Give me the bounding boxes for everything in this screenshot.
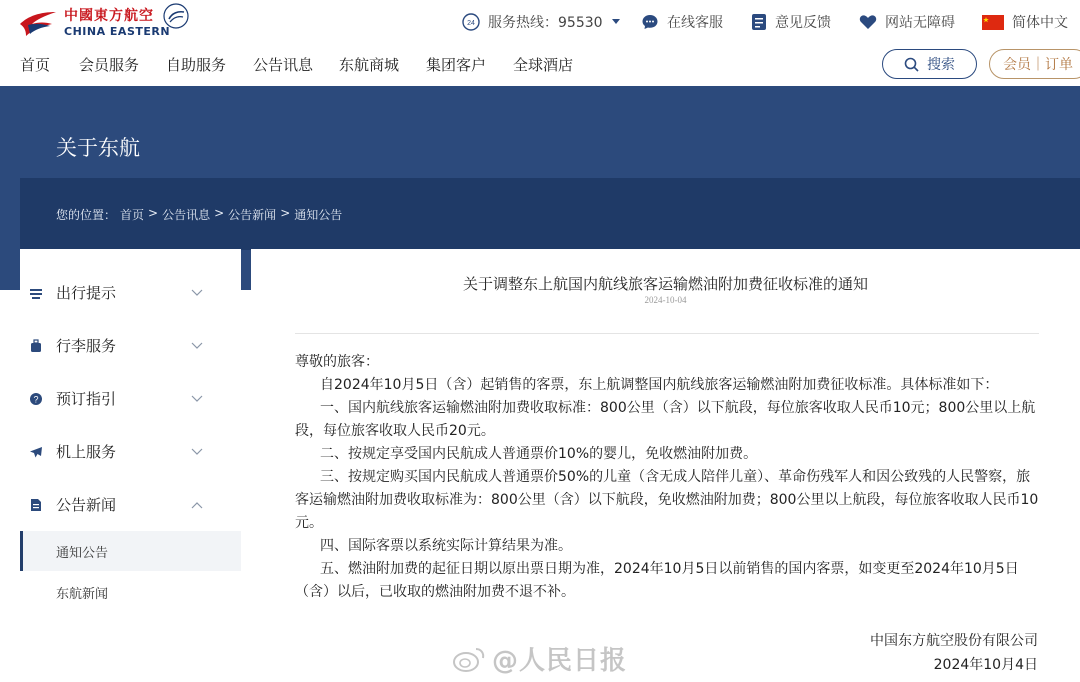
language-selector[interactable]	[982, 12, 1068, 32]
swallow-logo-icon	[18, 8, 58, 38]
hotline-text: 服务热线：95530	[488, 15, 603, 31]
hotline-menu[interactable]	[462, 12, 621, 32]
nav-item-global-hotels[interactable]: 全球酒店	[513, 56, 574, 74]
page-title: 关于东航	[56, 136, 140, 160]
member-order-button[interactable]	[989, 49, 1080, 79]
sidebar-subitem-label: 东航新闻	[56, 586, 109, 602]
article-paragraph: 一、国内航线旅客运输燃油附加费收取标准：800公里（含）以下航段，每位旅客收取人民币10元；800公里以上航段，每位旅客收取人民币20元。	[295, 400, 1036, 439]
nav-item-member-service[interactable]: 会员服务	[79, 56, 140, 74]
luggage-icon	[29, 339, 43, 353]
caret-down-icon	[611, 18, 621, 26]
member-order-label: 会员｜订单	[1003, 57, 1073, 73]
logo-english-text: CHINA EASTERN	[64, 25, 171, 38]
article-panel	[251, 249, 1080, 682]
sidebar-item-label: 出行提示	[56, 284, 117, 302]
feedback-link[interactable]	[751, 12, 831, 32]
sidebar-item-label: 公告新闻	[56, 496, 117, 514]
article-date: 2024-10-04	[644, 295, 687, 305]
language-label: 简体中文	[1012, 15, 1068, 31]
online-service-label: 在线客服	[667, 15, 723, 31]
sidebar-item-news[interactable]	[20, 478, 241, 531]
document-icon	[29, 498, 43, 512]
logo-chinese-text: 中國東方航空	[64, 8, 154, 24]
search-label: 搜索	[927, 57, 955, 73]
breadcrumb-prefix: 您的位置：	[56, 208, 117, 222]
china-eastern-logo[interactable]	[18, 6, 170, 40]
accessibility-label: 网站无障碍	[885, 15, 955, 31]
svg-text:24: 24	[467, 20, 475, 27]
sidebar-item-inflight[interactable]	[20, 425, 241, 478]
sidebar-subitem-eastern-news[interactable]	[20, 572, 241, 612]
sidebar-subitem-notices[interactable]	[20, 531, 241, 571]
headset-24-icon	[462, 13, 480, 31]
main-nav	[0, 46, 1080, 86]
breadcrumb-home[interactable]: 首页	[120, 208, 145, 222]
search-button[interactable]	[882, 49, 977, 79]
online-service-link[interactable]	[641, 12, 723, 32]
sidebar	[20, 249, 241, 682]
article-title: 关于调整东上航国内航线旅客运输燃油附加费征收标准的通知	[462, 275, 868, 293]
breadcrumb	[56, 206, 342, 223]
nav-item-mall[interactable]: 东航商城	[339, 56, 400, 74]
breadcrumb-separator: >	[280, 206, 291, 220]
chat-bubble-icon	[641, 13, 659, 31]
feedback-label: 意见反馈	[775, 15, 831, 31]
article-paragraph: 二、按规定享受国内民航成人普通票价10%的婴儿，免收燃油附加费。	[320, 446, 758, 462]
nav-item-group-clients[interactable]: 集团客户	[426, 56, 487, 74]
breadcrumb-separator: >	[148, 206, 159, 220]
sidebar-item-booking-guide[interactable]	[20, 372, 241, 425]
plane-icon	[29, 445, 43, 459]
breadcrumb-bar	[20, 178, 1080, 250]
article-paragraph: 三、按规定购买国内民航成人普通票价50%的儿童（含无成人陪伴儿童）、革命伤残军人和因公致残的人民警察，旅客运输燃油附加费收取标准为：800公里（含）以下航段，免收燃油附加费；800公里以上航段，每位旅客收取人民币10元。	[295, 469, 1039, 531]
breadcrumb-notices[interactable]: 通知公告	[294, 208, 343, 222]
sidebar-subitem-label: 通知公告	[56, 545, 109, 561]
accessibility-link[interactable]	[859, 12, 955, 32]
article-paragraph: 自2024年10月5日（含）起销售的客票，东上航调整国内航线旅客运输燃油附加费征收标准。具体标准如下：	[320, 377, 999, 393]
svg-text:?: ?	[33, 394, 39, 404]
weibo-icon	[452, 645, 486, 673]
article-body	[295, 351, 1043, 604]
watermark-text: @人民日报	[492, 646, 628, 676]
article-greeting: 尊敬的旅客：	[295, 354, 379, 370]
nav-item-home[interactable]: 首页	[20, 56, 51, 74]
chevron-down-icon	[191, 289, 203, 297]
chevron-down-icon	[191, 395, 203, 403]
sidebar-item-label: 机上服务	[56, 443, 117, 461]
question-icon	[29, 392, 43, 406]
breadcrumb-news[interactable]: 公告新闻	[228, 208, 277, 222]
sidebar-item-label: 行李服务	[56, 337, 117, 355]
skyteam-seal-icon	[162, 2, 190, 30]
feedback-form-icon	[751, 13, 767, 31]
divider	[295, 333, 1039, 334]
signature-org: 中国东方航空股份有限公司	[870, 633, 1038, 649]
nav-item-self-service[interactable]: 自助服务	[166, 56, 227, 74]
heart-hand-icon	[859, 14, 877, 30]
article-paragraph: 五、燃油附加费的起征日期以原出票日期为准，2024年10月5日以前销售的国内客票，如变更至2024年10月5日（含）以后，已收取的燃油附加费不退不补。	[295, 561, 1019, 600]
article-paragraph: 四、国际客票以系统实际计算结果为准。	[320, 538, 572, 554]
chevron-up-icon	[191, 501, 203, 509]
breadcrumb-announcements[interactable]: 公告讯息	[162, 208, 211, 222]
search-icon	[904, 57, 919, 72]
top-bar	[0, 0, 1080, 46]
sidebar-item-baggage[interactable]	[20, 319, 241, 372]
signature-date: 2024年10月4日	[933, 657, 1038, 673]
sidebar-item-label: 预订指引	[56, 390, 117, 408]
nav-item-announcements[interactable]: 公告讯息	[253, 56, 314, 74]
weibo-watermark	[452, 640, 627, 677]
chevron-down-icon	[191, 342, 203, 350]
chevron-down-icon	[191, 448, 203, 456]
breadcrumb-separator: >	[214, 206, 225, 220]
china-flag-icon	[982, 15, 1004, 30]
flag-icon	[29, 286, 43, 300]
sidebar-item-travel-tips[interactable]	[20, 266, 241, 319]
